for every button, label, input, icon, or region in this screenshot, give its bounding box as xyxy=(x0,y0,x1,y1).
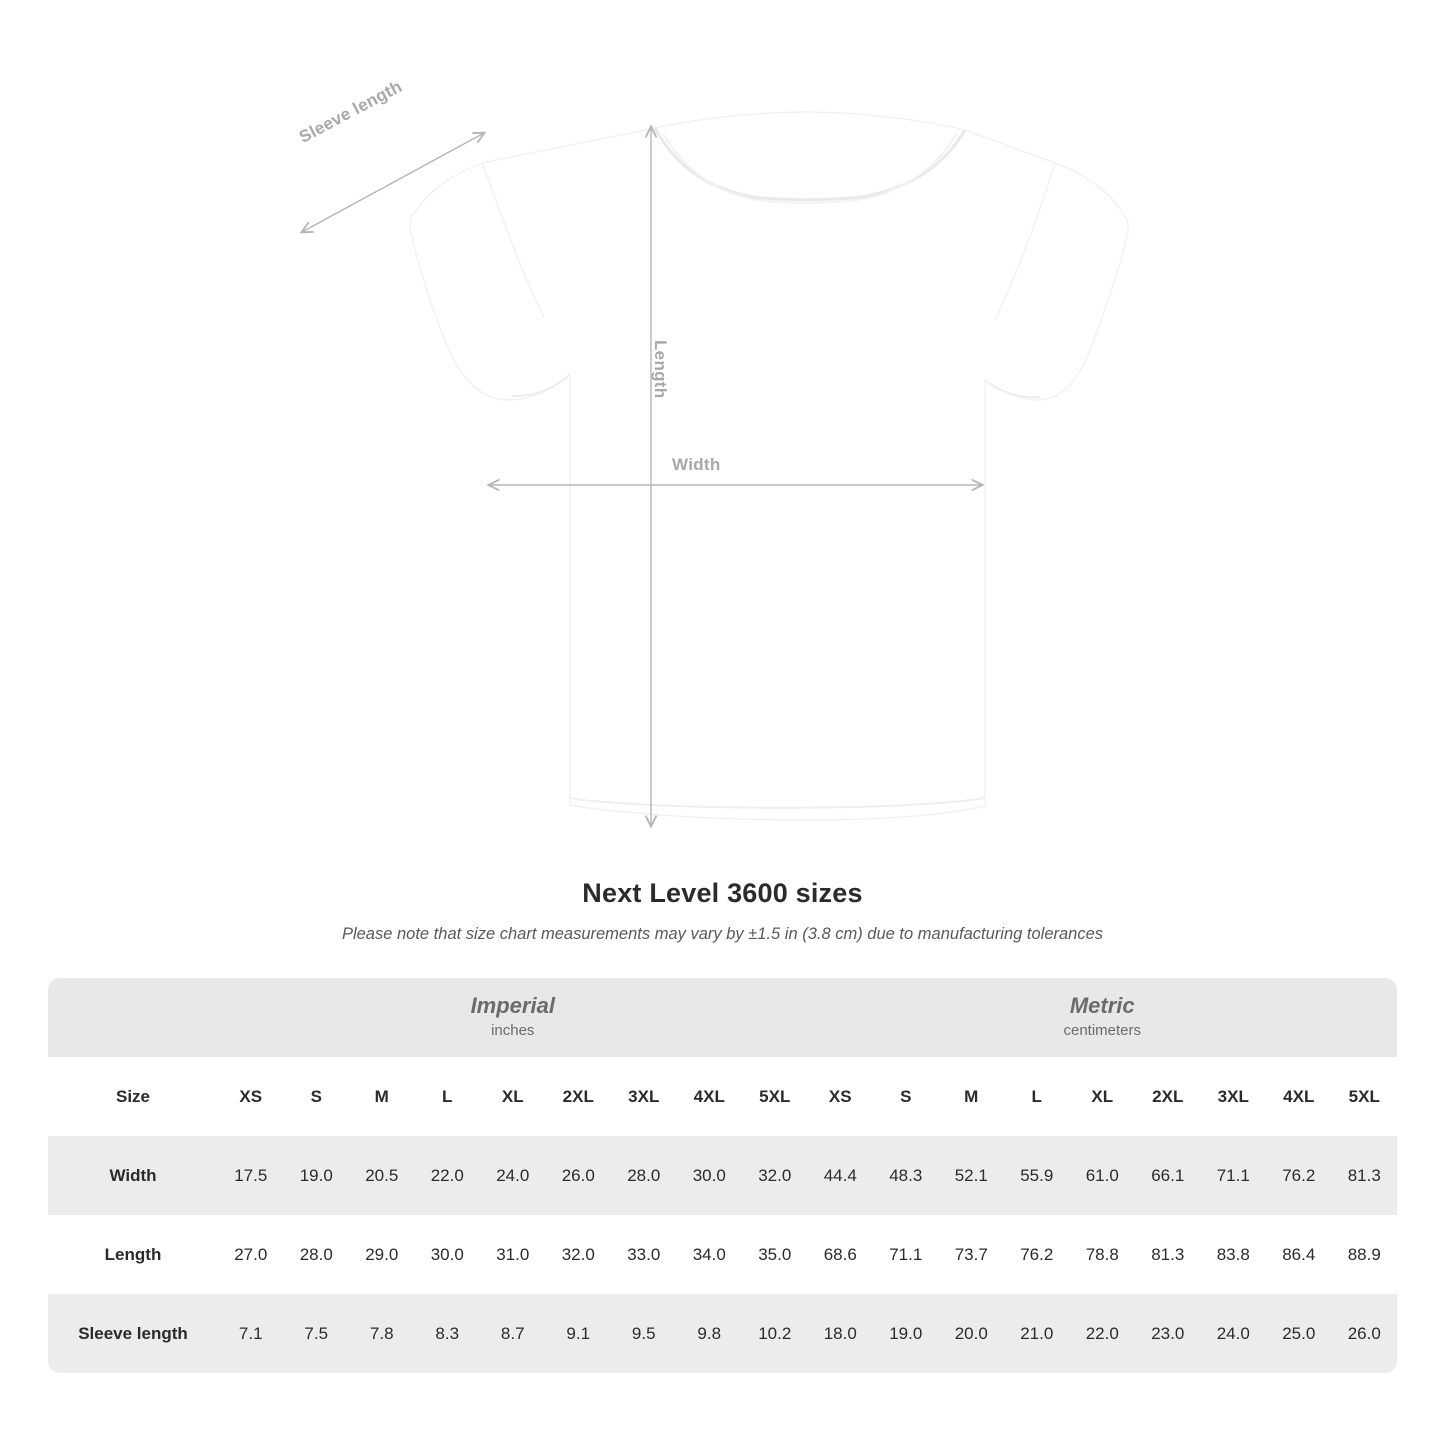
table-size-row xyxy=(48,1057,1397,1136)
size-header-cell: XS xyxy=(808,1057,874,1136)
table-cell: 68.6 xyxy=(808,1215,874,1294)
table-row xyxy=(48,1294,1397,1373)
table-cell: 71.1 xyxy=(1201,1136,1267,1215)
table-cell: 7.8 xyxy=(349,1294,415,1373)
table-cell: 29.0 xyxy=(349,1215,415,1294)
unit-header-imperial-name: Imperial xyxy=(470,992,555,1018)
table-cell: 76.2 xyxy=(1004,1215,1070,1294)
table-cell: 19.0 xyxy=(873,1294,939,1373)
size-header-cell: M xyxy=(939,1057,1005,1136)
table-cell: 78.8 xyxy=(1070,1215,1136,1294)
table-cell: 28.0 xyxy=(611,1136,677,1215)
table-cell: 48.3 xyxy=(873,1136,939,1215)
table-cell: 7.1 xyxy=(218,1294,284,1373)
size-header-cell: XL xyxy=(480,1057,546,1136)
width-label: Width xyxy=(672,455,721,474)
table-cell: 76.2 xyxy=(1266,1136,1332,1215)
table-cell: 44.4 xyxy=(808,1136,874,1215)
table-cell: 20.0 xyxy=(939,1294,1005,1373)
table-cell: 24.0 xyxy=(480,1136,546,1215)
table-cell: 8.7 xyxy=(480,1294,546,1373)
table-cell: 7.5 xyxy=(284,1294,350,1373)
size-header-cell: 2XL xyxy=(546,1057,612,1136)
table-cell: 9.5 xyxy=(611,1294,677,1373)
table-cell: 33.0 xyxy=(611,1215,677,1294)
table-cell: 30.0 xyxy=(415,1215,481,1294)
size-header-cell: 5XL xyxy=(742,1057,808,1136)
table-cell: 83.8 xyxy=(1201,1215,1267,1294)
size-header-cell: 3XL xyxy=(1201,1057,1267,1136)
table-cell: 19.0 xyxy=(284,1136,350,1215)
table-cell: 26.0 xyxy=(1332,1294,1398,1373)
size-header-cell: 4XL xyxy=(1266,1057,1332,1136)
tshirt-shape xyxy=(410,112,1128,820)
table-cell: 27.0 xyxy=(218,1215,284,1294)
size-header-cell: L xyxy=(415,1057,481,1136)
table-cell: 20.5 xyxy=(349,1136,415,1215)
row-label-width: Width xyxy=(48,1136,218,1215)
table-cell: 21.0 xyxy=(1004,1294,1070,1373)
table-cell: 32.0 xyxy=(742,1136,808,1215)
table-row xyxy=(48,1136,1397,1215)
unit-header-imperial xyxy=(218,978,808,1057)
table-cell: 18.0 xyxy=(808,1294,874,1373)
table-cell: 9.1 xyxy=(546,1294,612,1373)
table-cell: 73.7 xyxy=(939,1215,1005,1294)
table-unit-header-row xyxy=(48,978,1397,1057)
table-row xyxy=(48,1215,1397,1294)
table-cell: 88.9 xyxy=(1332,1215,1398,1294)
table-cell: 32.0 xyxy=(546,1215,612,1294)
size-header-cell: XL xyxy=(1070,1057,1136,1136)
size-header-cell: 5XL xyxy=(1332,1057,1398,1136)
size-header-cell: M xyxy=(349,1057,415,1136)
table-cell: 34.0 xyxy=(677,1215,743,1294)
table-cell: 23.0 xyxy=(1135,1294,1201,1373)
table-cell: 31.0 xyxy=(480,1215,546,1294)
size-header-cell: 4XL xyxy=(677,1057,743,1136)
table-cell: 30.0 xyxy=(677,1136,743,1215)
table-cell: 35.0 xyxy=(742,1215,808,1294)
table-cell: 81.3 xyxy=(1332,1136,1398,1215)
table-cell: 8.3 xyxy=(415,1294,481,1373)
row-label-length: Length xyxy=(48,1215,218,1294)
tolerance-note: Please note that size chart measurements may vary by ±1.5 in (3.8 cm) due to manufacturing tolerances xyxy=(341,925,1104,943)
table-cell: 22.0 xyxy=(1070,1294,1136,1373)
table-cell: 24.0 xyxy=(1201,1294,1267,1373)
table-cell: 26.0 xyxy=(546,1136,612,1215)
row-label-sleeve-length: Sleeve length xyxy=(48,1294,218,1373)
unit-header-metric xyxy=(808,978,1398,1057)
size-header-cell: L xyxy=(1004,1057,1070,1136)
table-cell: 71.1 xyxy=(873,1215,939,1294)
unit-header-spacer xyxy=(48,978,218,1057)
table-cell: 17.5 xyxy=(218,1136,284,1215)
table-cell: 22.0 xyxy=(415,1136,481,1215)
table-cell: 9.8 xyxy=(677,1294,743,1373)
table-cell: 61.0 xyxy=(1070,1136,1136,1215)
size-header-cell: S xyxy=(284,1057,350,1136)
length-label: Length xyxy=(651,340,670,399)
size-header-cell: S xyxy=(873,1057,939,1136)
size-table-wrapper xyxy=(48,978,1397,1373)
table-cell: 55.9 xyxy=(1004,1136,1070,1215)
table-cell: 66.1 xyxy=(1135,1136,1201,1215)
unit-header-imperial-sub: inches xyxy=(491,1022,535,1040)
page-title: Next Level 3600 sizes xyxy=(582,878,863,908)
table-cell: 28.0 xyxy=(284,1215,350,1294)
table-cell: 25.0 xyxy=(1266,1294,1332,1373)
unit-header-metric-name: Metric xyxy=(1069,992,1135,1018)
table-cell: 52.1 xyxy=(939,1136,1005,1215)
table-cell: 86.4 xyxy=(1266,1215,1332,1294)
size-header-cell: 3XL xyxy=(611,1057,677,1136)
size-header-cell: XS xyxy=(218,1057,284,1136)
table-cell: 10.2 xyxy=(742,1294,808,1373)
size-row-label: Size xyxy=(48,1057,218,1136)
table-cell: 81.3 xyxy=(1135,1215,1201,1294)
title-block xyxy=(0,878,1445,944)
size-table xyxy=(48,978,1397,1373)
sleeve-length-label: Sleeve length xyxy=(296,76,406,147)
unit-header-metric-sub: centimeters xyxy=(1063,1022,1142,1040)
size-header-cell: 2XL xyxy=(1135,1057,1201,1136)
